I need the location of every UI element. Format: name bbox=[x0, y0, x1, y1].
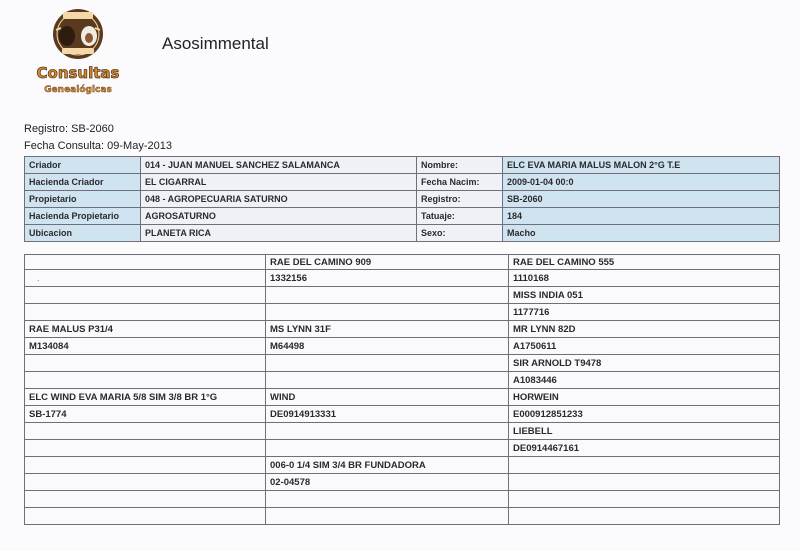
info-row bbox=[25, 174, 780, 191]
pgs-dam-name: MISS INDIA 051 bbox=[509, 287, 780, 304]
pedigree-row bbox=[25, 440, 780, 457]
fecha-nacim-label: Fecha Nacim: bbox=[417, 174, 503, 191]
sexo-label: Sexo: bbox=[417, 225, 503, 242]
info-row bbox=[25, 225, 780, 242]
ubicacion-value: PLANETA RICA bbox=[141, 225, 417, 242]
dam-reg: SB-1774 bbox=[25, 406, 266, 423]
pedigree-row bbox=[25, 270, 780, 287]
pgs-sire-name: RAE DEL CAMINO 555 bbox=[509, 255, 780, 270]
pedigree-row bbox=[25, 287, 780, 304]
sexo-value: Macho bbox=[503, 225, 780, 242]
dam-name: ELC WIND EVA MARIA 5/8 SIM 3/8 BR 1°G bbox=[25, 389, 266, 406]
stray-mark: . bbox=[37, 272, 40, 284]
sire-name: RAE MALUS P31/4 bbox=[25, 321, 266, 338]
paternal-grandsire-name: RAE DEL CAMINO 909 bbox=[266, 255, 509, 270]
paternal-granddam-reg: M64498 bbox=[266, 338, 509, 355]
pedigree-row bbox=[25, 372, 780, 389]
logo bbox=[34, 4, 122, 100]
pedigree-row bbox=[25, 423, 780, 440]
hacienda-propietario-label: Hacienda Propietario bbox=[25, 208, 141, 225]
registro-line: Registro: SB-2060 bbox=[24, 123, 114, 135]
pgs-sire-reg: 1110168 bbox=[509, 270, 780, 287]
fecha-consulta-line: Fecha Consulta: 09-May-2013 bbox=[24, 140, 172, 152]
info-row bbox=[25, 208, 780, 225]
nombre-label: Nombre: bbox=[417, 157, 503, 174]
document-title: Asosimmental bbox=[162, 34, 269, 53]
propietario-value: 048 - AGROPECUARIA SATURNO bbox=[141, 191, 417, 208]
pedigree-row bbox=[25, 406, 780, 423]
maternal-granddam-name: 006-0 1/4 SIM 3/4 BR FUNDADORA bbox=[266, 457, 509, 474]
nombre-value: ELC EVA MARIA MALUS MALON 2°G T.E bbox=[503, 157, 780, 174]
hacienda-propietario-value: AGROSATURNO bbox=[141, 208, 417, 225]
pedigree-row bbox=[25, 474, 780, 491]
registro-label: Registro: bbox=[417, 191, 503, 208]
mgs-dam-reg: DE0914467161 bbox=[509, 440, 780, 457]
pedigree-table bbox=[24, 254, 780, 525]
paternal-grandsire-reg: 1332156 bbox=[266, 270, 509, 287]
mgs-dam-name: LIEBELL bbox=[509, 423, 780, 440]
info-row bbox=[25, 191, 780, 208]
pedigree-row bbox=[25, 355, 780, 372]
logo-text-main: Consultas bbox=[36, 64, 120, 82]
mgs-sire-name: HORWEIN bbox=[509, 389, 780, 406]
criador-value: 014 - JUAN MANUEL SANCHEZ SALAMANCA bbox=[141, 157, 417, 174]
pedigree-row bbox=[25, 338, 780, 355]
pedigree-row bbox=[25, 255, 780, 270]
animal-info-table bbox=[24, 156, 780, 242]
tatuaje-value: 184 bbox=[503, 208, 780, 225]
pedigree-row bbox=[25, 389, 780, 406]
logo-text-sub: Genealógicas bbox=[44, 85, 112, 95]
maternal-grandsire-reg: DE0914913331 bbox=[266, 406, 509, 423]
ubicacion-label: Ubicacion bbox=[25, 225, 141, 242]
pgd-sire-name: MR LYNN 82D bbox=[509, 321, 780, 338]
pgd-dam-reg: A1083446 bbox=[509, 372, 780, 389]
hacienda-criador-label: Hacienda Criador bbox=[25, 174, 141, 191]
pgd-sire-reg: A1750611 bbox=[509, 338, 780, 355]
mgs-sire-reg: E000912851233 bbox=[509, 406, 780, 423]
maternal-granddam-reg: 02-04578 bbox=[266, 474, 509, 491]
pgd-dam-name: SIR ARNOLD T9478 bbox=[509, 355, 780, 372]
paternal-granddam-name: MS LYNN 31F bbox=[266, 321, 509, 338]
hacienda-criador-value: EL CIGARRAL bbox=[141, 174, 417, 191]
cattle-heads-icon bbox=[53, 9, 103, 59]
info-row bbox=[25, 157, 780, 174]
pedigree-row bbox=[25, 321, 780, 338]
criador-label: Criador bbox=[25, 157, 141, 174]
pedigree-row bbox=[25, 304, 780, 321]
sire-reg: M134084 bbox=[25, 338, 266, 355]
pedigree-row bbox=[25, 457, 780, 474]
pedigree-row bbox=[25, 508, 780, 525]
tatuaje-label: Tatuaje: bbox=[417, 208, 503, 225]
propietario-label: Propietario bbox=[25, 191, 141, 208]
pgs-dam-reg: 1177716 bbox=[509, 304, 780, 321]
registro-value: SB-2060 bbox=[503, 191, 780, 208]
fecha-nacim-value: 2009-01-04 00:0 bbox=[503, 174, 780, 191]
maternal-grandsire-name: WIND bbox=[266, 389, 509, 406]
pedigree-row bbox=[25, 491, 780, 508]
